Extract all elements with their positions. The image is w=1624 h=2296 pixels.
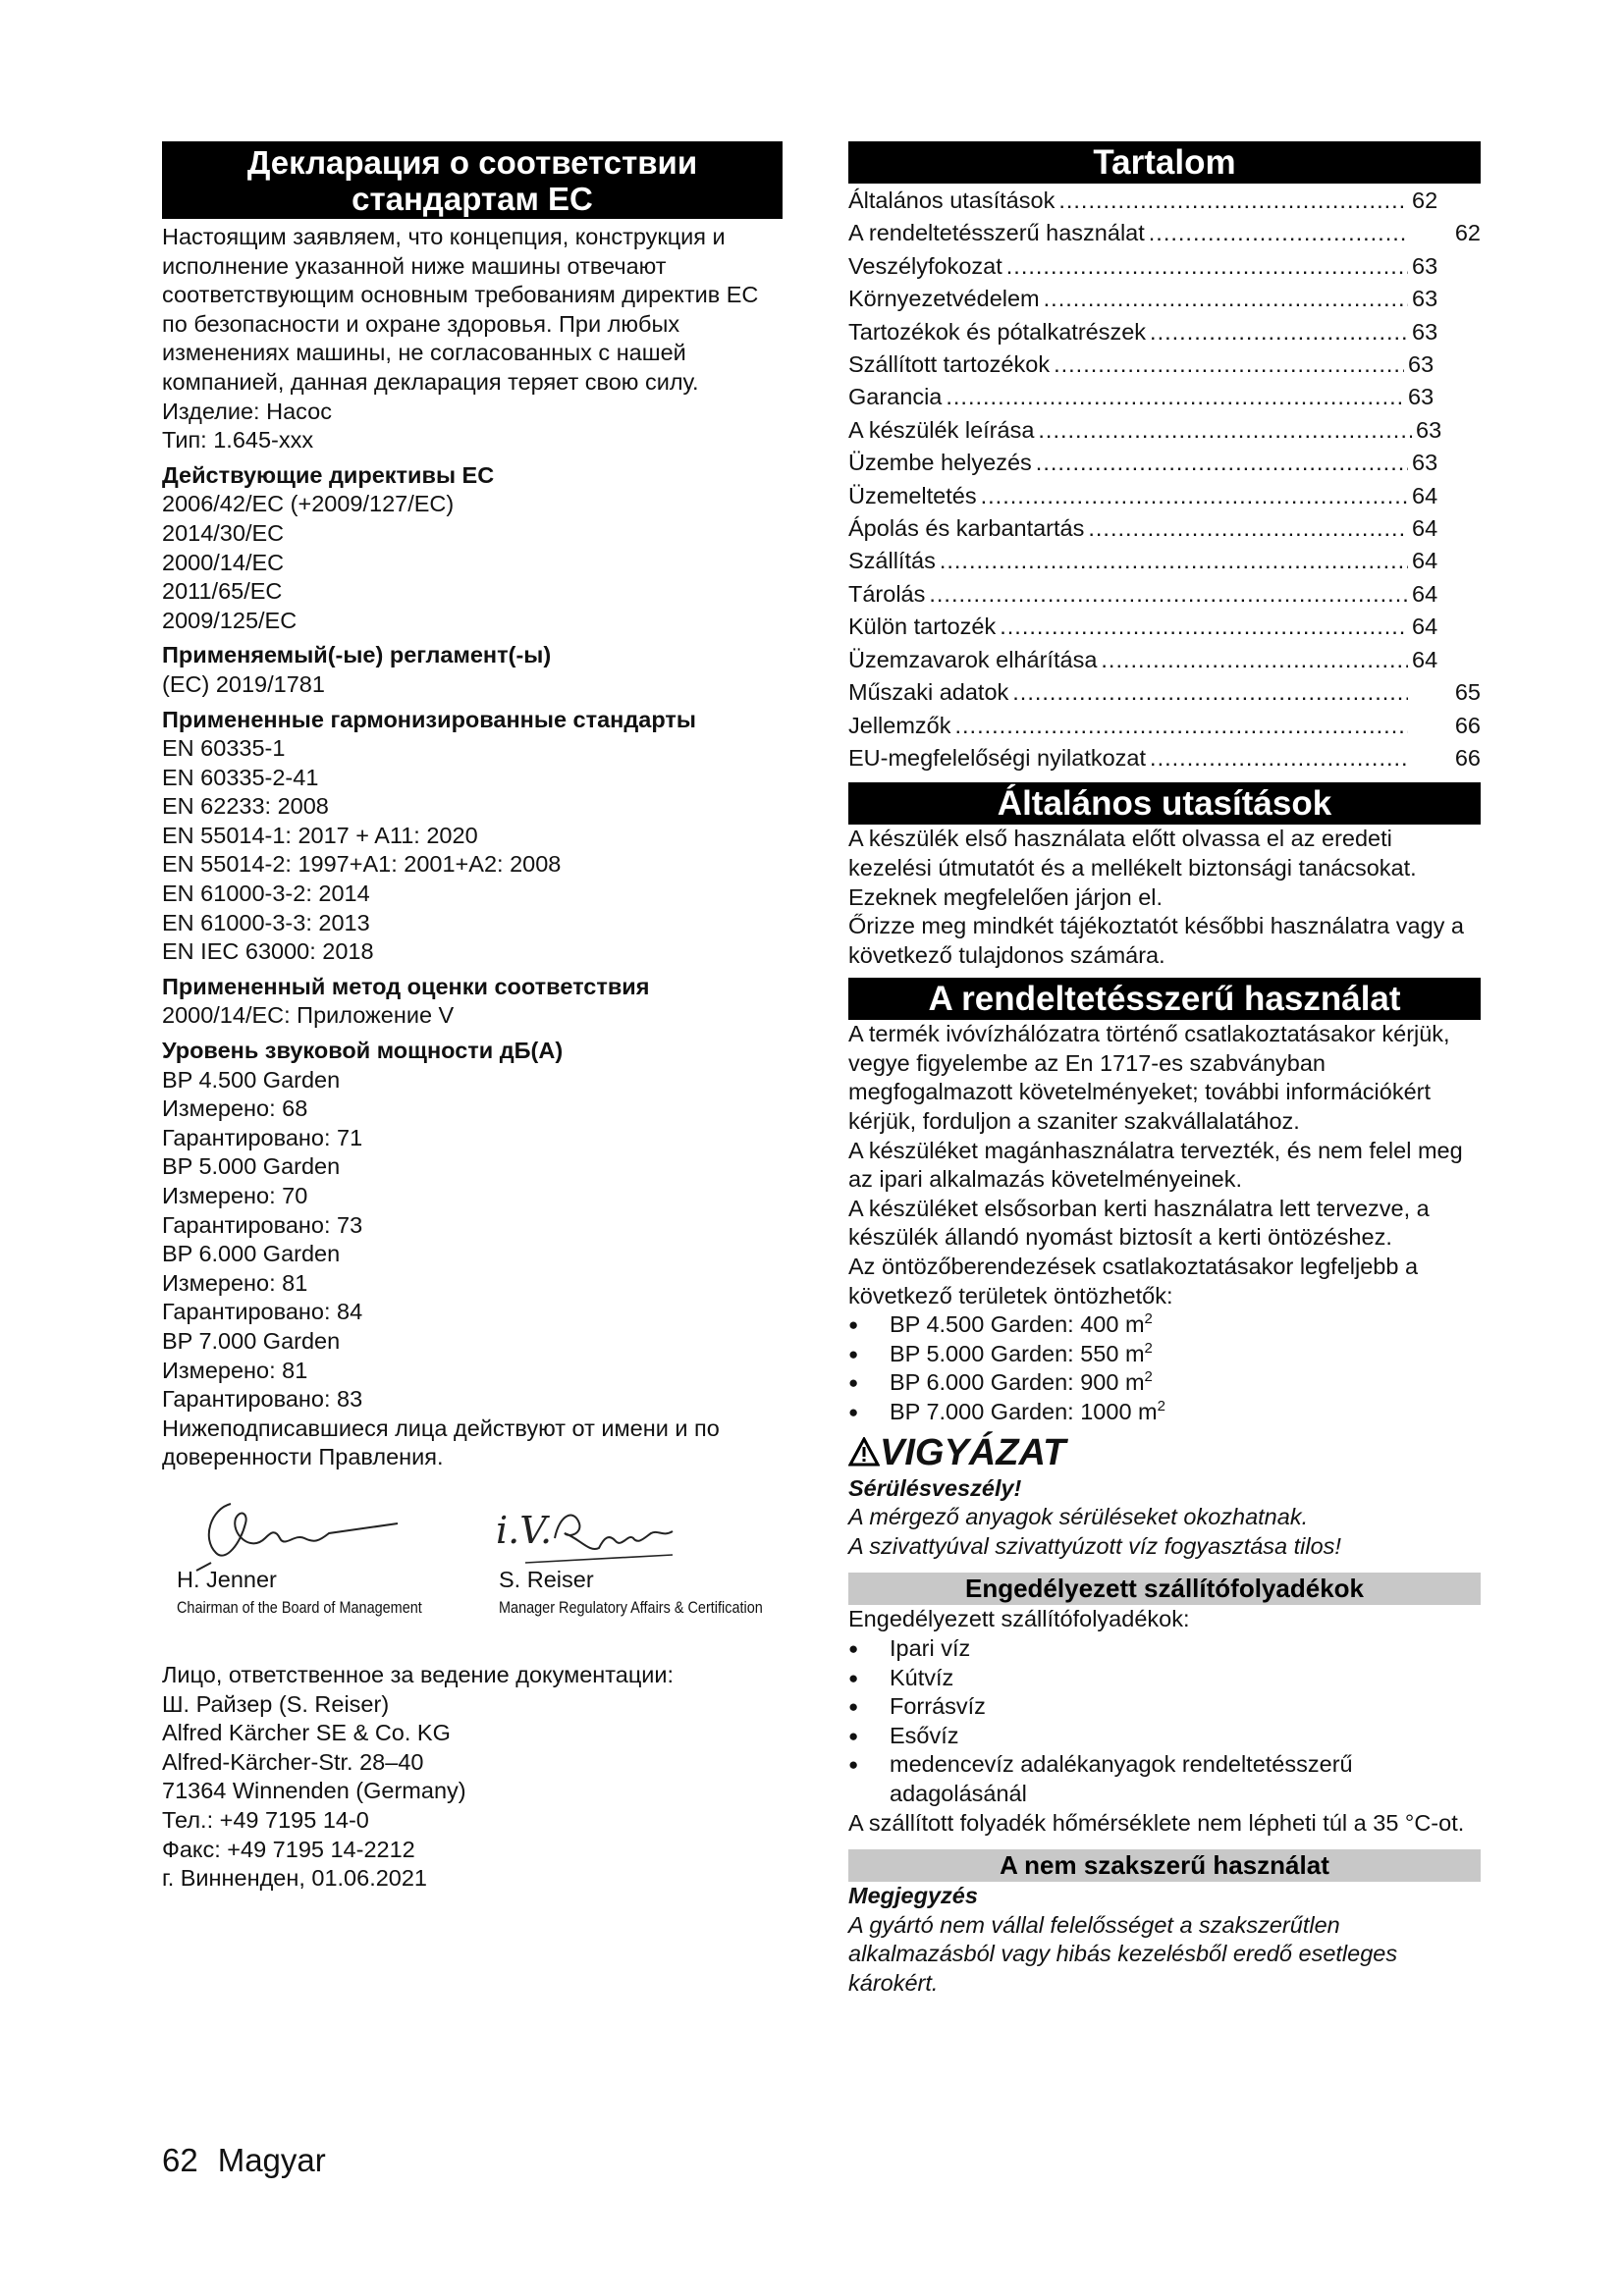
list-item: ● medencevíz adalékanyagok rendeltetésszerű adagolásánál	[848, 1750, 1481, 1808]
list-item: BP 7.000 Garden	[162, 1327, 341, 1354]
list-item: 2011/65/EC	[162, 578, 283, 605]
list-item: EN 62233: 2008	[162, 793, 329, 820]
areas-list	[848, 1310, 1481, 1426]
signers-note: Нижеподписавшиеся лица действуют от имени и по доверенности Правления.	[162, 1415, 720, 1470]
warning-heading: VIGYÁZAT	[848, 1431, 1481, 1474]
contact-line: г. Винненден, 01.06.2021	[162, 1865, 427, 1892]
method-text: 2000/14/EC: Приложение V	[162, 1002, 455, 1029]
toc-item[interactable]: Jellemzők ..... 66	[848, 710, 1481, 742]
table-of-contents	[848, 185, 1481, 774]
declaration-column	[162, 141, 783, 1894]
sound-list	[162, 1066, 783, 1415]
toc-item[interactable]: Üzemeltetés ..... 64	[848, 480, 1481, 512]
list-item: ● Kútvíz	[848, 1664, 1481, 1693]
fluids-list	[848, 1634, 1481, 1809]
toc-item[interactable]: Környezetvédelem ..... 63	[848, 283, 1481, 315]
contact-line: Alfred Kärcher SE & Co. KG	[162, 1720, 451, 1746]
method-heading: Примененный метод оценки соответствия	[162, 973, 650, 999]
contact-block	[162, 1661, 783, 1894]
list-item: EN 55014-1: 2017 + A11: 2020	[162, 822, 478, 848]
list-item: 2006/42/EC (+2009/127/EC)	[162, 491, 455, 517]
warning-text: A mérgező anyagok sérüléseket okozhatnak.	[848, 1504, 1309, 1530]
misuse-title: A nem szakszerű használat	[848, 1849, 1481, 1882]
toc-item[interactable]: EU-megfelelőségi nyilatkozat ..... 66	[848, 742, 1481, 774]
contact-line: Факс: +49 7195 14-2212	[162, 1836, 415, 1862]
signer2-title: Manager Regulatory Affairs & Certification	[499, 1597, 763, 1617]
list-item: ● Ipari víz	[848, 1634, 1481, 1664]
standards-list	[162, 734, 783, 967]
list-item: ● BP 5.000 Garden: 550 $m^2$	[848, 1340, 1481, 1369]
declaration-title: Декларация о соответствии стандартам ЕС	[162, 141, 783, 219]
intended-use-title: A rendeltetésszerű használat	[848, 978, 1481, 1020]
use-paragraph: A készüléket magánhasználatra tervezték, és nem felel meg az ipari alkalmazás követelményeinek.	[848, 1137, 1463, 1193]
signatures-block	[162, 1484, 783, 1661]
misuse-text: A gyártó nem vállal felelősséget a szakszerűtlen alkalmazásból vagy hibás kezelésből eredő esetleges károkért.	[848, 1911, 1398, 1996]
general-paragraph: A készülék első használata előtt olvassa el az eredeti kezelési útmutatót és a mellékelt biztonsági tanácsokat. Ezeknek megfelelően járjon el.	[848, 826, 1417, 910]
toc-item[interactable]: Tartozékok és pótalkatrészek ..... 63	[848, 316, 1481, 348]
list-item: ● Forrásvíz	[848, 1692, 1481, 1722]
list-item: (EC) 2019/1781	[162, 670, 325, 697]
type-line: Тип: 1.645-xxx	[162, 427, 314, 454]
list-item: Измерено: 81	[162, 1269, 308, 1296]
list-item: BP 5.000 Garden	[162, 1153, 341, 1180]
list-item: Измерено: 81	[162, 1357, 308, 1383]
contact-line: Ш. Райзер (S. Reiser)	[162, 1690, 390, 1717]
list-item: ● BP 7.000 Garden: 1000 $m^2$	[848, 1398, 1481, 1427]
directives-list	[162, 490, 783, 635]
list-item: EN 61000-3-2: 2014	[162, 881, 370, 907]
list-item: 2000/14/EC	[162, 549, 285, 575]
list-item: EN 61000-3-3: 2013	[162, 909, 370, 935]
declaration-intro: Настоящим заявляем, что концепция, конструкция и исполнение указанной ниже машины отвечают соответствующим основным требованиям директив ЕС по безопасности и охране здоровья. При любых изменениях машины, не согласованных с нашей компанией, данная декларация теряет свою силу.	[162, 224, 759, 395]
contact-line: Тел.: +49 7195 14-0	[162, 1806, 369, 1833]
standards-heading: Примененные гармонизированные стандарты	[162, 706, 696, 732]
toc-item[interactable]: A készülék leírása ..... 63	[848, 414, 1481, 447]
list-item: ● Esővíz	[848, 1722, 1481, 1751]
toc-item[interactable]: Ápolás és karbantartás ..... 64	[848, 512, 1481, 545]
signer2-prefix: i.V.	[496, 1508, 553, 1552]
signer2-name: S. Reiser	[499, 1566, 594, 1592]
product-line: Изделие: Насос	[162, 398, 332, 424]
fluids-intro: Engedélyezett szállítófolyadékok:	[848, 1606, 1190, 1632]
toc-item[interactable]: Szállítás ..... 64	[848, 545, 1481, 577]
fluids-title: Engedélyezett szállítófolyadékok	[848, 1573, 1481, 1605]
list-item: Гарантировано: 83	[162, 1386, 363, 1413]
warning-triangle-icon	[848, 1437, 880, 1467]
use-paragraph: A termék ivóvízhálózatra történő csatlakoztatásakor kérjük, vegye figyelembe az En 1717-es szabványban megfogalmazott követelményeket; további információkért kérjük, forduljon a szaniter szakvállalatához.	[848, 1021, 1450, 1135]
toc-item[interactable]: Szállított tartozékok ..... 63	[848, 348, 1481, 381]
toc-item[interactable]: Külön tartozék ..... 64	[848, 611, 1481, 643]
toc-item[interactable]: Veszélyfokozat ..... 63	[848, 250, 1481, 283]
signer1-name: H. Jenner	[177, 1566, 277, 1592]
toc-item[interactable]: Tárolás ..... 64	[848, 578, 1481, 611]
toc-item[interactable]: Üzembe helyezés ..... 63	[848, 447, 1481, 479]
general-paragraph: Őrizze meg mindkét tájékoztatót későbbi használatra vagy a következő tulajdonos számára.	[848, 913, 1464, 968]
list-item: Гарантировано: 73	[162, 1211, 363, 1238]
list-item: BP 6.000 Garden	[162, 1241, 341, 1267]
toc-title: Tartalom	[848, 141, 1481, 184]
directives-heading: Действующие директивы ЕС	[162, 461, 495, 488]
use-paragraph: A készüléket elsősorban kerti használatra lett tervezve, a készülék állandó nyomást biztosít a kerti öntözéshez.	[848, 1195, 1430, 1251]
list-item: EN 60335-1	[162, 735, 286, 762]
use-paragraph: Az öntözőberendezések csatlakoztatásakor legfeljebb a következő területek öntözhetők:	[848, 1254, 1419, 1308]
fluids-note: A szállított folyadék hőmérséklete nem lépheti túl a 35 °C-ot.	[848, 1809, 1465, 1836]
toc-item[interactable]: Garancia ..... 63	[848, 381, 1481, 413]
hungarian-column	[848, 141, 1481, 1999]
signature-jenner-image	[172, 1484, 407, 1573]
list-item: EN IEC 63000: 2018	[162, 938, 374, 965]
list-item: Измерено: 70	[162, 1183, 308, 1208]
toc-item[interactable]: Üzemzavarok elhárítása ..... 64	[848, 644, 1481, 676]
list-item: Гарантировано: 84	[162, 1299, 363, 1325]
warning-text: A szivattyúval szivattyúzott víz fogyasztása tilos!	[848, 1532, 1341, 1559]
page-footer	[162, 2142, 346, 2179]
list-item: EN 55014-2: 1997+A1: 2001+A2: 2008	[162, 851, 562, 878]
note-heading: Megjegyzés	[848, 1883, 978, 1909]
sound-heading: Уровень звуковой мощности дБ(A)	[162, 1038, 564, 1064]
list-item: EN 60335-2-41	[162, 764, 319, 790]
list-item: Измерено: 68	[162, 1095, 308, 1122]
list-item: BP 4.500 Garden	[162, 1066, 341, 1093]
language-label: Magyar	[217, 2142, 326, 2178]
list-item: 2014/30/EC	[162, 519, 285, 546]
contact-line: Лицо, ответственное за ведение документации:	[162, 1661, 675, 1687]
general-title: Általános utasítások	[848, 782, 1481, 825]
warning-subtitle: Sérülésveszély!	[848, 1474, 1022, 1501]
signature-reiser-image	[486, 1494, 682, 1573]
list-item: ● BP 4.500 Garden: 400 $m^2$	[848, 1310, 1481, 1340]
regulations-heading: Применяемый(-ые) регламент(-ы)	[162, 642, 552, 668]
list-item: 2009/125/EC	[162, 607, 298, 633]
list-item: ● BP 6.000 Garden: 900 $m^2$	[848, 1368, 1481, 1398]
contact-line: Alfred-Kärcher-Str. 28–40	[162, 1748, 424, 1775]
toc-item[interactable]: A rendeltetésszerű használat ..... 62	[848, 217, 1481, 249]
signer1-title: Chairman of the Board of Management	[177, 1597, 422, 1617]
list-item: Гарантировано: 71	[162, 1124, 363, 1150]
page-number: 62	[162, 2142, 198, 2178]
toc-item[interactable]: Műszaki adatok ..... 65	[848, 676, 1481, 709]
contact-line: 71364 Winnenden (Germany)	[162, 1778, 466, 1804]
toc-item[interactable]: Általános utasítások ..... 62	[848, 185, 1481, 217]
